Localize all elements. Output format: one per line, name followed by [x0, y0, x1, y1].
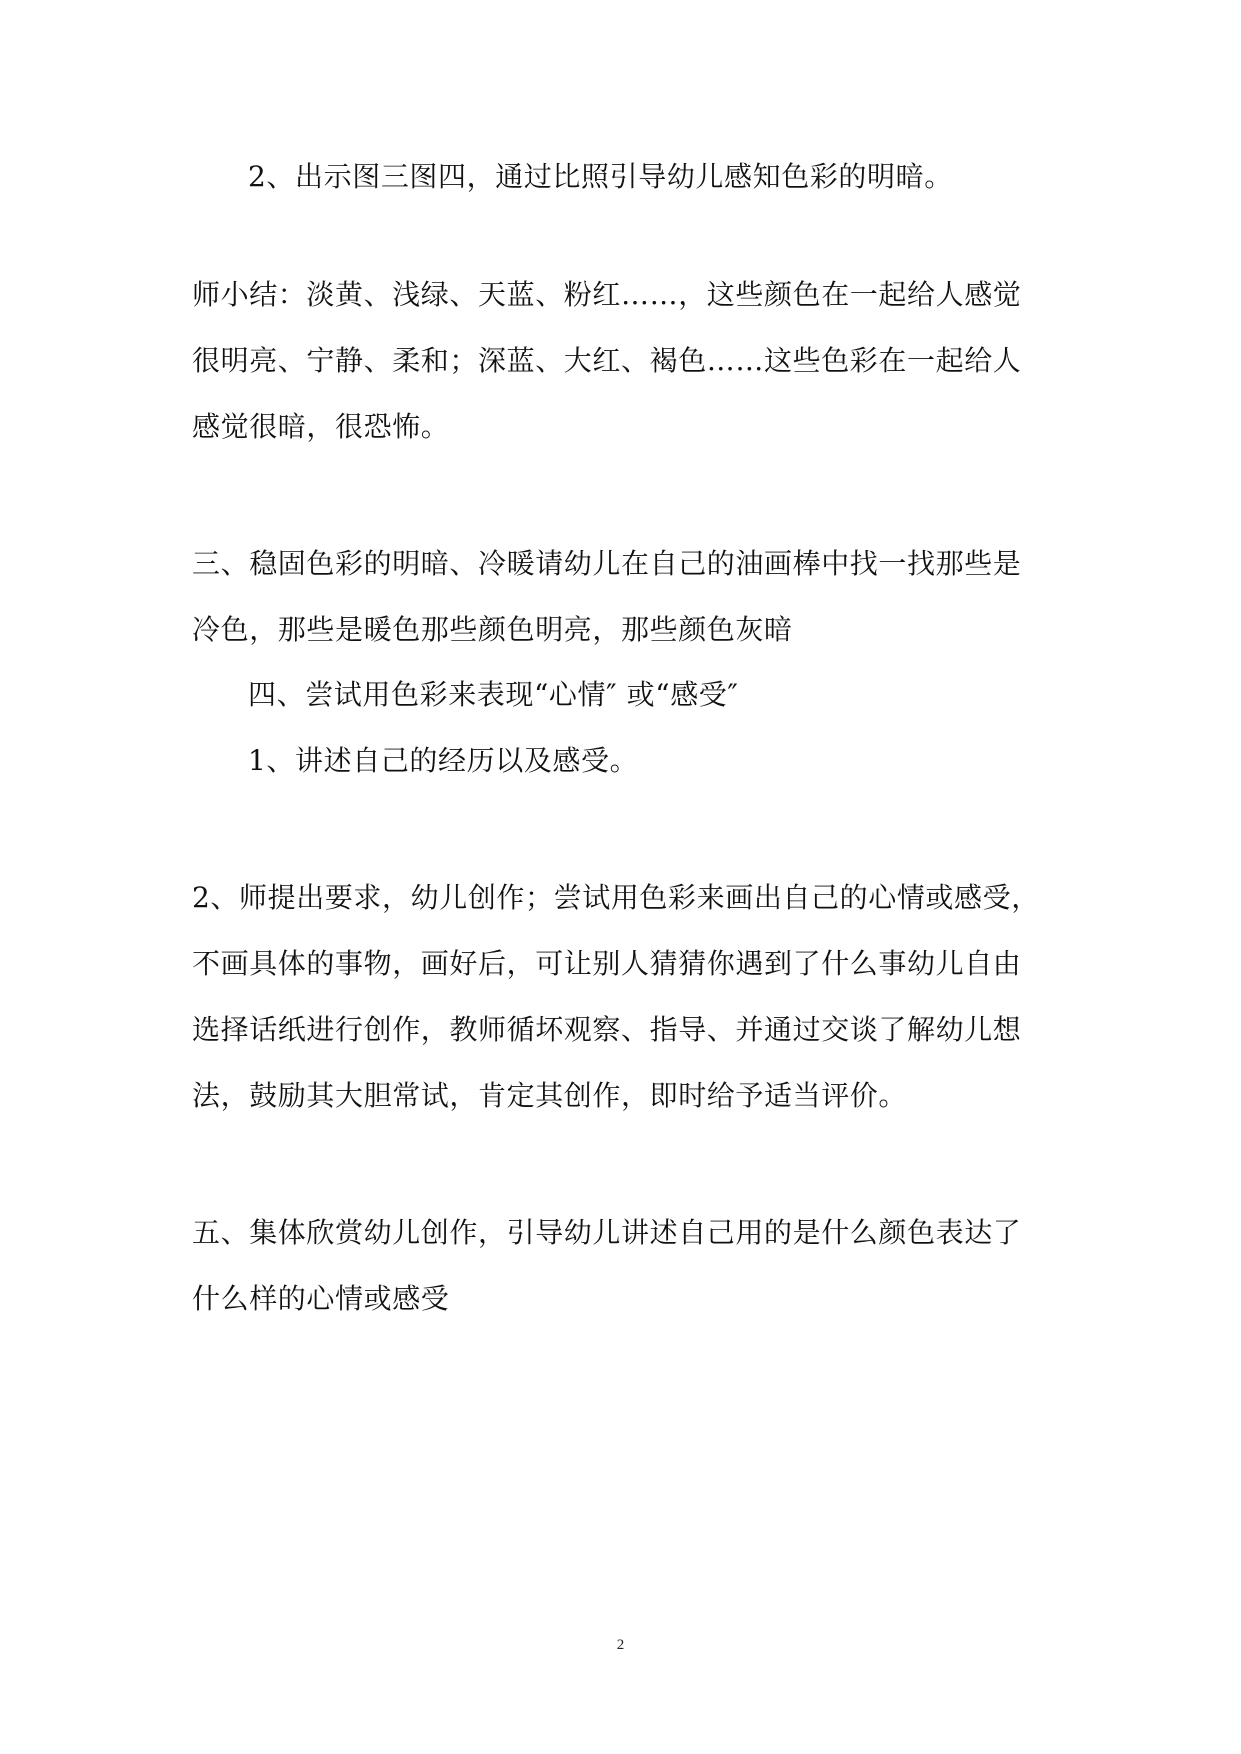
page-number: 2 [616, 1637, 625, 1653]
step-2-requirements-line-3: 选择话纸进行创作，教师循坏观察、指导、并通过交谈了解幼儿想 [192, 1013, 1022, 1046]
step-1-narrate: 1、讲述自己的经历以及感受。 [248, 744, 639, 777]
section-5-line-2: 什么样的心情或感受 [192, 1282, 450, 1315]
teacher-summary-line-1: 师小结：淡黄、浅绿、天蓝、粉红……，这些颜色在一起给人感觉 [192, 278, 1022, 311]
section-3-line-2: 冷色，那些是暖色那些颜色明亮，那些颜色灰暗 [192, 613, 793, 646]
teacher-summary-line-2: 很明亮、宁静、柔和；深蓝、大红、褐色……这些色彩在一起给人 [192, 344, 1022, 377]
teacher-summary-line-3: 感觉很暗，很恐怖。 [192, 410, 450, 443]
section-4-heading: 四、尝试用色彩来表现“心情″ 或“感受″ [248, 678, 739, 711]
step-2-requirements-line-4: 法，鼓励其大胆常试，肯定其创作，即时给予适当评价。 [192, 1079, 908, 1112]
step-2-requirements-line-2: 不画具体的事物，画好后，可让别人猜猜你遇到了什么事幼儿自由 [192, 947, 1022, 980]
section-3-line-1: 三、稳固色彩的明暗、冷暖请幼儿在自己的油画棒中找一找那些是 [192, 547, 1022, 580]
step-2-show-pictures: 2、出示图三图四，通过比照引导幼儿感知色彩的明暗。 [248, 160, 953, 193]
step-2-requirements-line-1: 2、师提出要求，幼儿创作；尝试用色彩来画出自己的心情或感受， [192, 881, 1040, 914]
section-5-line-1: 五、集体欣赏幼儿创作，引导幼儿讲述自己用的是什么颜色表达了 [192, 1216, 1022, 1249]
